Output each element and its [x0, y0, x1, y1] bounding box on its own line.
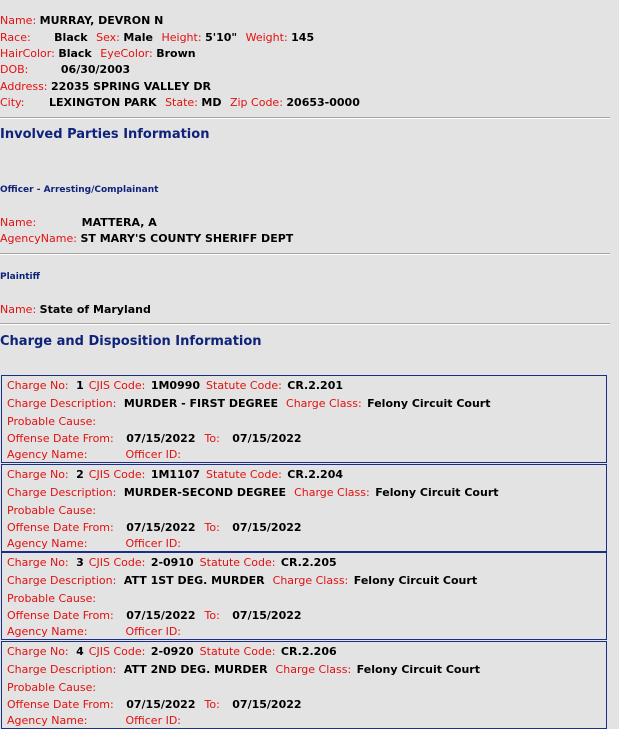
- charge-number-row: [7, 645, 337, 659]
- offense-from-label: Offense Date From:: [7, 432, 114, 445]
- statute-value: CR.2.201: [287, 379, 344, 392]
- officer-id-label: Officer ID:: [125, 448, 182, 461]
- offense-to-label: To:: [204, 698, 220, 711]
- description-label: Charge Description:: [7, 663, 117, 676]
- plaintiff-name: State of Maryland: [39, 303, 151, 316]
- offense-from-value: 07/15/2022: [126, 521, 196, 534]
- hair-label: HairColor:: [0, 47, 55, 60]
- defendant-name-row: [0, 14, 163, 28]
- cjis-value: 2-0910: [150, 556, 194, 569]
- class-value: Felony Circuit Court: [367, 397, 491, 410]
- offense-from-label: Offense Date From:: [7, 521, 114, 534]
- eye-label: EyeColor:: [100, 47, 153, 60]
- charge-description-row: [7, 486, 499, 500]
- divider: [0, 253, 610, 255]
- agency-name-label: Agency Name:: [7, 537, 88, 550]
- name-label: Name:: [0, 14, 37, 27]
- charge-box: [1, 375, 607, 463]
- class-value: Felony Circuit Court: [353, 574, 478, 587]
- address-label: Address:: [0, 80, 48, 93]
- probable-cause-label: Probable Cause:: [7, 592, 97, 605]
- offense-to-value: 07/15/2022: [232, 609, 302, 622]
- statute-label: Statute Code:: [199, 645, 276, 658]
- height-label: Height:: [161, 31, 202, 44]
- charge-no-value: 3: [76, 556, 84, 569]
- offense-to-label: To:: [204, 432, 220, 445]
- officer-id-label: Officer ID:: [125, 625, 182, 638]
- city-label: City:: [0, 96, 25, 109]
- officer-heading: Officer - Arresting/Complainant: [0, 185, 159, 195]
- dob-label: DOB:: [0, 63, 29, 76]
- offense-date-row: [7, 698, 302, 712]
- sex-value: Male: [123, 31, 153, 44]
- class-value: Felony Circuit Court: [356, 663, 480, 676]
- involved-parties-title: Involved Parties Information: [0, 127, 210, 142]
- offense-from-value: 07/15/2022: [126, 609, 196, 622]
- offense-from-value: 07/15/2022: [126, 432, 196, 445]
- state-value: MD: [201, 96, 222, 109]
- offense-date-row: [7, 521, 302, 535]
- offense-to-value: 07/15/2022: [232, 698, 302, 711]
- statute-label: Statute Code:: [199, 556, 276, 569]
- cjis-label: CJIS Code:: [88, 468, 146, 481]
- charge-box: [1, 641, 607, 729]
- cjis-label: CJIS Code:: [88, 645, 146, 658]
- description-label: Charge Description:: [7, 574, 117, 587]
- agency-row: [0, 232, 293, 246]
- description-value: MURDER-SECOND DEGREE: [123, 486, 287, 499]
- charge-no-value: 1: [76, 379, 84, 392]
- offense-date-row: [7, 609, 302, 623]
- charge-number-row: [7, 468, 343, 482]
- statute-label: Statute Code:: [206, 468, 282, 481]
- defendant-city-row: [0, 96, 360, 110]
- charge-no-value: 2: [76, 468, 84, 481]
- officer-name-label: Name:: [0, 216, 37, 229]
- officer-name: MATTERA, A: [81, 216, 157, 229]
- description-value: MURDER - FIRST DEGREE: [123, 397, 279, 410]
- offense-from-label: Offense Date From:: [7, 609, 114, 622]
- defendant-physical-row: [0, 31, 314, 45]
- defendant-address-row: [0, 80, 211, 94]
- agency-name-label: Agency Name:: [7, 714, 88, 727]
- charge-no-label: Charge No:: [7, 379, 69, 392]
- probable-cause-label: Probable Cause:: [7, 504, 97, 517]
- charge-description-row: [7, 397, 490, 411]
- statute-value: CR.2.205: [280, 556, 337, 569]
- offense-to-label: To:: [204, 609, 220, 622]
- description-label: Charge Description:: [7, 397, 117, 410]
- officer-id-label: Officer ID:: [125, 537, 182, 550]
- cjis-label: CJIS Code:: [88, 556, 146, 569]
- plaintiff-heading: Plaintiff: [0, 272, 40, 282]
- cjis-label: CJIS Code:: [88, 379, 146, 392]
- description-value: ATT 1ST DEG. MURDER: [123, 574, 265, 587]
- charge-description-row: [7, 663, 480, 677]
- statute-value: CR.2.206: [280, 645, 337, 658]
- weight-value: 145: [291, 31, 315, 44]
- plaintiff-name-label: Name:: [0, 303, 37, 316]
- city-value: LEXINGTON PARK: [48, 96, 157, 109]
- probable-cause-label: Probable Cause:: [7, 415, 97, 428]
- dob-value: 06/30/2003: [60, 63, 131, 76]
- probable-cause-label: Probable Cause:: [7, 681, 97, 694]
- probable-cause-row: [7, 504, 96, 518]
- height-value: 5'10": [205, 31, 238, 44]
- state-label: State:: [165, 96, 198, 109]
- officer-id-label: Officer ID:: [125, 714, 182, 727]
- divider: [0, 323, 610, 325]
- weight-label: Weight:: [245, 31, 288, 44]
- sex-label: Sex:: [96, 31, 120, 44]
- class-label: Charge Class:: [294, 486, 370, 499]
- offense-from-value: 07/15/2022: [126, 698, 196, 711]
- race-label: Race:: [0, 31, 31, 44]
- hair-value: Black: [58, 47, 92, 60]
- divider: [0, 117, 610, 119]
- class-label: Charge Class:: [275, 663, 352, 676]
- agency-label: AgencyName:: [0, 232, 77, 245]
- cjis-value: 1M1107: [150, 468, 201, 481]
- cjis-value: 2-0920: [150, 645, 194, 658]
- probable-cause-row: [7, 681, 96, 695]
- offense-date-row: [7, 432, 302, 446]
- charge-number-row: [7, 556, 337, 570]
- agency-name-label: Agency Name:: [7, 625, 88, 638]
- class-label: Charge Class:: [286, 397, 362, 410]
- charge-box: [1, 552, 607, 640]
- probable-cause-row: [7, 592, 96, 606]
- agency-officer-row: [7, 625, 181, 639]
- probable-cause-row: [7, 415, 96, 429]
- agency-officer-row: [7, 537, 181, 551]
- defendant-dob-row: [0, 63, 130, 77]
- charge-no-label: Charge No:: [7, 468, 69, 481]
- address-value: 22035 SPRING VALLEY DR: [51, 80, 211, 93]
- agency-officer-row: [7, 714, 181, 728]
- zip-label: Zip Code:: [229, 96, 283, 109]
- charge-number-row: [7, 379, 343, 393]
- charge-disposition-title: Charge and Disposition Information: [0, 334, 262, 349]
- defendant-name: MURRAY, DEVRON N: [39, 14, 164, 27]
- charge-no-label: Charge No:: [7, 645, 69, 658]
- offense-to-label: To:: [204, 521, 220, 534]
- eye-value: Brown: [156, 47, 196, 60]
- agency-name-label: Agency Name:: [7, 448, 88, 461]
- cjis-value: 1M0990: [150, 379, 201, 392]
- zip-value: 20653-0000: [286, 96, 360, 109]
- description-label: Charge Description:: [7, 486, 117, 499]
- charge-box: [1, 464, 607, 552]
- statute-value: CR.2.204: [287, 468, 344, 481]
- plaintiff-name-row: [0, 303, 151, 317]
- charge-no-value: 4: [76, 645, 84, 658]
- agency-officer-row: [7, 448, 181, 462]
- officer-name-row: [0, 216, 157, 230]
- race-value: Black: [54, 31, 88, 44]
- charge-no-label: Charge No:: [7, 556, 69, 569]
- class-value: Felony Circuit Court: [375, 486, 499, 499]
- description-value: ATT 2ND DEG. MURDER: [123, 663, 268, 676]
- defendant-hair-eye-row: [0, 47, 196, 61]
- charge-description-row: [7, 574, 477, 588]
- class-label: Charge Class:: [272, 574, 349, 587]
- offense-to-value: 07/15/2022: [232, 521, 302, 534]
- offense-to-value: 07/15/2022: [232, 432, 302, 445]
- agency-value: ST MARY'S COUNTY SHERIFF DEPT: [80, 232, 294, 245]
- statute-label: Statute Code:: [206, 379, 282, 392]
- offense-from-label: Offense Date From:: [7, 698, 114, 711]
